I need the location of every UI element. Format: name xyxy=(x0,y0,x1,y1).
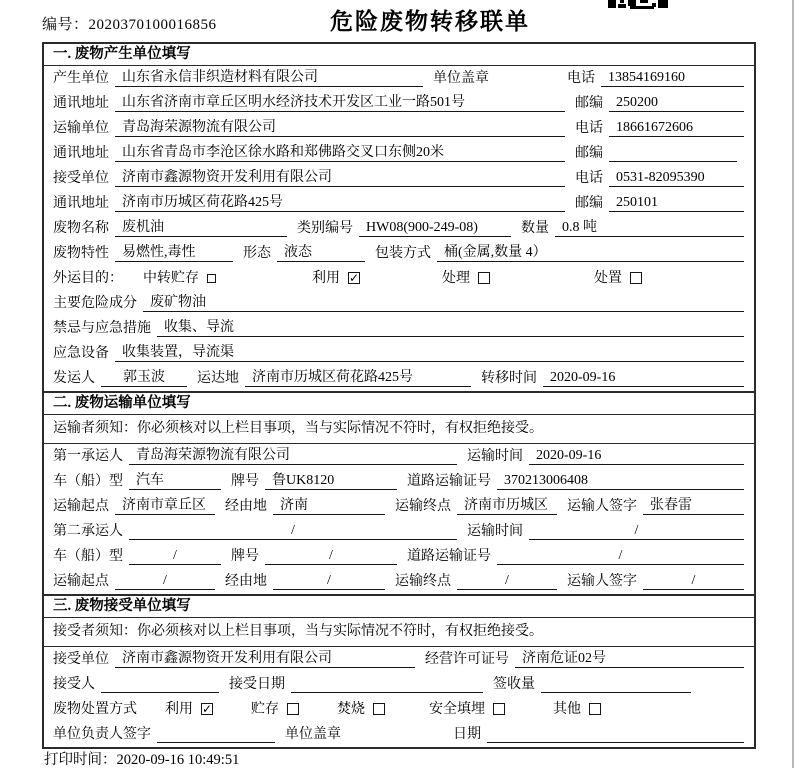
serial-label: 编号： xyxy=(42,17,89,33)
row-emergency-equipment xyxy=(44,341,754,366)
waste-name-label: 类别编号 xyxy=(297,221,353,236)
checkbox-unchecked xyxy=(493,703,505,715)
second-vehicle-label: 牌号 xyxy=(231,549,259,564)
checkbox-unchecked xyxy=(373,703,385,715)
waste-name-label: 废物名称 xyxy=(53,221,109,236)
emergency-equipment-label: 应急设备 xyxy=(53,346,109,361)
row-waste-name xyxy=(44,216,754,241)
waste-name-value: 废机油 xyxy=(115,219,287,237)
second-route-label: 运输人签字 xyxy=(567,574,637,589)
qr-code-fragment-icon xyxy=(608,0,670,10)
receiver-notice-label: 接受者须知：你必须核对以上栏目事项，当与实际情况不符时，有权拒绝接受。 xyxy=(53,623,543,639)
consignor-value: 2020-09-16 xyxy=(543,369,744,387)
first-vehicle-value: 汽车 xyxy=(129,472,221,490)
print-time-label: 打印时间： xyxy=(44,752,117,768)
first-vehicle-label: 牌号 xyxy=(231,474,259,489)
first-vehicle-label: 道路运输证号 xyxy=(407,474,491,489)
transporter-unit-value: 18661672606 xyxy=(609,119,744,137)
section-heading: 一. 废物产生单位填写 xyxy=(44,44,754,66)
first-vehicle-value: 370213006408 xyxy=(497,472,744,490)
second-vehicle-value: / xyxy=(265,547,397,565)
checkbox-unchecked xyxy=(589,703,601,715)
producer-address-value: 250200 xyxy=(609,94,744,112)
responsible-sign-value xyxy=(157,726,275,743)
row-first-carrier xyxy=(44,444,754,469)
checkbox-group-transfer-purpose xyxy=(143,270,216,287)
producer-unit-value: 13854169160 xyxy=(601,69,744,87)
checkbox-group-transfer-purpose xyxy=(594,270,642,287)
transporter-notice-label: 运输者须知：你必须核对以上栏目事项，当与实际情况不符时，有权拒绝接受。 xyxy=(53,420,543,436)
second-route-label: 经由地 xyxy=(225,574,267,589)
receiver-unit-label: 接受单位 xyxy=(53,171,109,186)
first-carrier-label: 第一承运人 xyxy=(53,449,123,464)
first-vehicle-label: 车（船）型 xyxy=(53,474,123,489)
second-vehicle-value: / xyxy=(129,547,221,565)
second-route-value: / xyxy=(273,572,385,590)
checkbox-group-transfer-purpose xyxy=(312,270,360,287)
checkbox-unchecked xyxy=(287,703,299,715)
producer-unit-label: 单位盖章 xyxy=(433,71,489,86)
row-first-vehicle xyxy=(44,469,754,494)
transporter-address-label: 通讯地址 xyxy=(53,146,109,161)
producer-address-label: 通讯地址 xyxy=(53,96,109,111)
receive-unit-value: 济南市鑫源物资开发利用有限公司 xyxy=(115,650,415,668)
transporter-unit-label: 运输单位 xyxy=(53,121,109,136)
second-route-value: / xyxy=(457,572,557,590)
waste-property-label: 废物特性 xyxy=(53,246,109,261)
section-3 xyxy=(44,594,754,747)
row-consignor xyxy=(44,366,754,391)
waste-name-value: HW08(900-249-08) xyxy=(359,219,511,237)
disposal-method-label: 废物处置方式 xyxy=(53,702,137,717)
consignor-label: 运达地 xyxy=(197,371,239,386)
first-route-label: 运输人签字 xyxy=(567,499,637,514)
checkbox-group-transfer-purpose xyxy=(442,270,490,287)
first-route-value: 张春雷 xyxy=(643,497,744,515)
checkbox-unchecked xyxy=(630,272,642,284)
transporter-address-label: 邮编 xyxy=(575,146,603,161)
second-carrier-label: 运输时间 xyxy=(467,524,523,539)
row-disposal-method xyxy=(44,697,754,722)
row-receive-unit xyxy=(44,647,754,672)
second-route-value: / xyxy=(643,572,744,590)
row-waste-property xyxy=(44,241,754,266)
checkbox-checked: ✓ xyxy=(202,702,213,716)
emergency-measures-value: 收集、导流 xyxy=(157,319,744,337)
checkbox-label: 利用 xyxy=(312,271,340,286)
second-route-label: 运输起点 xyxy=(53,574,109,589)
consignor-value: 郭玉波 xyxy=(101,369,187,387)
waste-property-value: 液态 xyxy=(277,244,365,262)
second-carrier-label: 第二承运人 xyxy=(53,524,123,539)
row-main-hazard xyxy=(44,291,754,316)
checkbox-label: 处置 xyxy=(594,271,622,286)
checkbox-label: 焚烧 xyxy=(337,702,365,717)
row-emergency-measures xyxy=(44,316,754,341)
section-heading: 三. 废物接受单位填写 xyxy=(44,596,754,618)
first-route-value: 济南市章丘区 xyxy=(115,497,215,515)
row-receive-person xyxy=(44,672,754,697)
transfer-purpose-label: 外运目的： xyxy=(53,271,123,286)
row-second-route xyxy=(44,569,754,594)
manifest-sheet xyxy=(42,42,756,749)
main-hazard-value: 废矿物油 xyxy=(143,294,744,312)
checkbox-unchecked xyxy=(207,274,216,283)
checkbox-unchecked xyxy=(478,272,490,284)
row-transporter-unit xyxy=(44,116,754,141)
receive-person-label: 签收量 xyxy=(493,677,535,692)
checkbox-group-disposal-method xyxy=(165,701,213,718)
second-vehicle-label: 道路运输证号 xyxy=(407,549,491,564)
receiver-unit-label: 电话 xyxy=(575,171,603,186)
checkbox-label: 贮存 xyxy=(251,702,279,717)
receiver-unit-value: 济南市鑫源物资开发利用有限公司 xyxy=(115,169,565,187)
second-vehicle-value: / xyxy=(497,547,744,565)
receive-unit-label: 接受单位 xyxy=(53,652,109,667)
section-2 xyxy=(44,391,754,594)
serial-value: 2020370100016856 xyxy=(88,17,217,33)
section-heading: 二. 废物运输单位填写 xyxy=(44,393,754,415)
consignor-label: 发运人 xyxy=(53,371,95,386)
row-transporter-address xyxy=(44,141,754,166)
waste-property-label: 形态 xyxy=(243,246,271,261)
row-producer-address xyxy=(44,91,754,116)
receiver-address-value: 250101 xyxy=(609,194,744,212)
receive-unit-value: 济南危证02号 xyxy=(515,650,744,668)
second-carrier-value: / xyxy=(129,522,457,540)
receive-person-value xyxy=(541,676,691,693)
second-route-value: / xyxy=(115,572,215,590)
first-carrier-label: 运输时间 xyxy=(467,449,523,464)
row-second-vehicle xyxy=(44,544,754,569)
transporter-address-value xyxy=(609,145,737,162)
section-1 xyxy=(44,44,754,391)
row-transfer-purpose xyxy=(44,266,754,291)
receiver-address-label: 邮编 xyxy=(575,196,603,211)
producer-address-value: 山东省济南市章丘区明水经济技术开发区工业一路501号 xyxy=(115,94,565,112)
receive-unit-label: 经营许可证号 xyxy=(425,652,509,667)
responsible-sign-label: 单位负责人签字 xyxy=(53,727,151,742)
checkbox-label: 处理 xyxy=(442,271,470,286)
first-route-value: 济南市历城区 xyxy=(457,497,557,515)
receive-person-value xyxy=(291,676,483,693)
emergency-equipment-value: 收集装置，导流渠 xyxy=(115,344,744,362)
responsible-sign-label: 单位盖章 xyxy=(285,727,341,742)
receiver-address-label: 通讯地址 xyxy=(53,196,109,211)
page-edge-line xyxy=(792,0,794,768)
print-time-value: 2020-09-16 10:49:51 xyxy=(116,752,240,768)
receiver-address-value: 济南市历城区荷花路425号 xyxy=(115,194,565,212)
page-title: 危险废物转移联单 xyxy=(330,9,530,34)
checkbox-group-disposal-method xyxy=(553,701,601,718)
waste-name-label: 数量 xyxy=(521,221,549,236)
row-responsible-sign xyxy=(44,722,754,747)
receive-person-label: 接受日期 xyxy=(229,677,285,692)
waste-name-value: 0.8 吨 xyxy=(555,219,744,237)
first-carrier-value: 青岛海荣源物流有限公司 xyxy=(129,447,457,465)
print-time xyxy=(44,748,239,768)
transporter-address-value: 山东省青岛市李沧区徐水路和郑佛路交叉口东侧20米 xyxy=(115,144,565,162)
first-route-label: 经由地 xyxy=(225,499,267,514)
checkbox-group-disposal-method xyxy=(251,701,299,718)
responsible-sign-label: 日期 xyxy=(453,727,481,742)
row-receiver-address xyxy=(44,191,754,216)
document-header xyxy=(0,0,796,42)
row-receiver-unit xyxy=(44,166,754,191)
main-hazard-label: 主要危险成分 xyxy=(53,296,137,311)
first-route-label: 运输起点 xyxy=(53,499,109,514)
checkbox-group-disposal-method xyxy=(337,701,385,718)
second-vehicle-label: 车（船）型 xyxy=(53,549,123,564)
row-second-carrier xyxy=(44,519,754,544)
second-carrier-value: / xyxy=(529,522,744,540)
waste-property-label: 包装方式 xyxy=(375,246,431,261)
checkbox-label: 安全填埋 xyxy=(429,702,485,717)
receive-person-label: 接受人 xyxy=(53,677,95,692)
transporter-unit-value: 青岛海荣源物流有限公司 xyxy=(115,119,565,137)
row-transporter-notice xyxy=(44,415,754,444)
receiver-unit-value: 0531-82095390 xyxy=(609,169,744,187)
first-route-value: 济南 xyxy=(273,497,385,515)
emergency-measures-label: 禁忌与应急措施 xyxy=(53,321,151,336)
receive-person-value xyxy=(101,676,219,693)
producer-unit-label: 电话 xyxy=(567,71,595,86)
row-producer-unit xyxy=(44,66,754,91)
row-first-route xyxy=(44,494,754,519)
first-route-label: 运输终点 xyxy=(395,499,451,514)
responsible-sign-value xyxy=(487,726,744,743)
waste-property-value: 桶(金属,数量 4） xyxy=(437,244,744,262)
first-carrier-value: 2020-09-16 xyxy=(529,447,744,465)
checkbox-label: 利用 xyxy=(165,702,193,717)
transporter-unit-label: 电话 xyxy=(575,121,603,136)
checkbox-checked: ✓ xyxy=(349,271,360,285)
producer-unit-value: 山东省永信非织造材料有限公司 xyxy=(115,69,423,87)
waste-property-value: 易燃性,毒性 xyxy=(115,244,233,262)
first-vehicle-value: 鲁UK8120 xyxy=(265,472,397,490)
consignor-value: 济南市历城区荷花路425号 xyxy=(245,369,471,387)
row-receiver-notice xyxy=(44,618,754,647)
second-route-label: 运输终点 xyxy=(395,574,451,589)
producer-address-label: 邮编 xyxy=(575,96,603,111)
consignor-label: 转移时间 xyxy=(481,371,537,386)
checkbox-label: 其他 xyxy=(553,702,581,717)
producer-unit-label: 产生单位 xyxy=(53,71,109,86)
checkbox-group-disposal-method xyxy=(429,701,505,718)
checkbox-label: 中转贮存 xyxy=(143,271,199,286)
